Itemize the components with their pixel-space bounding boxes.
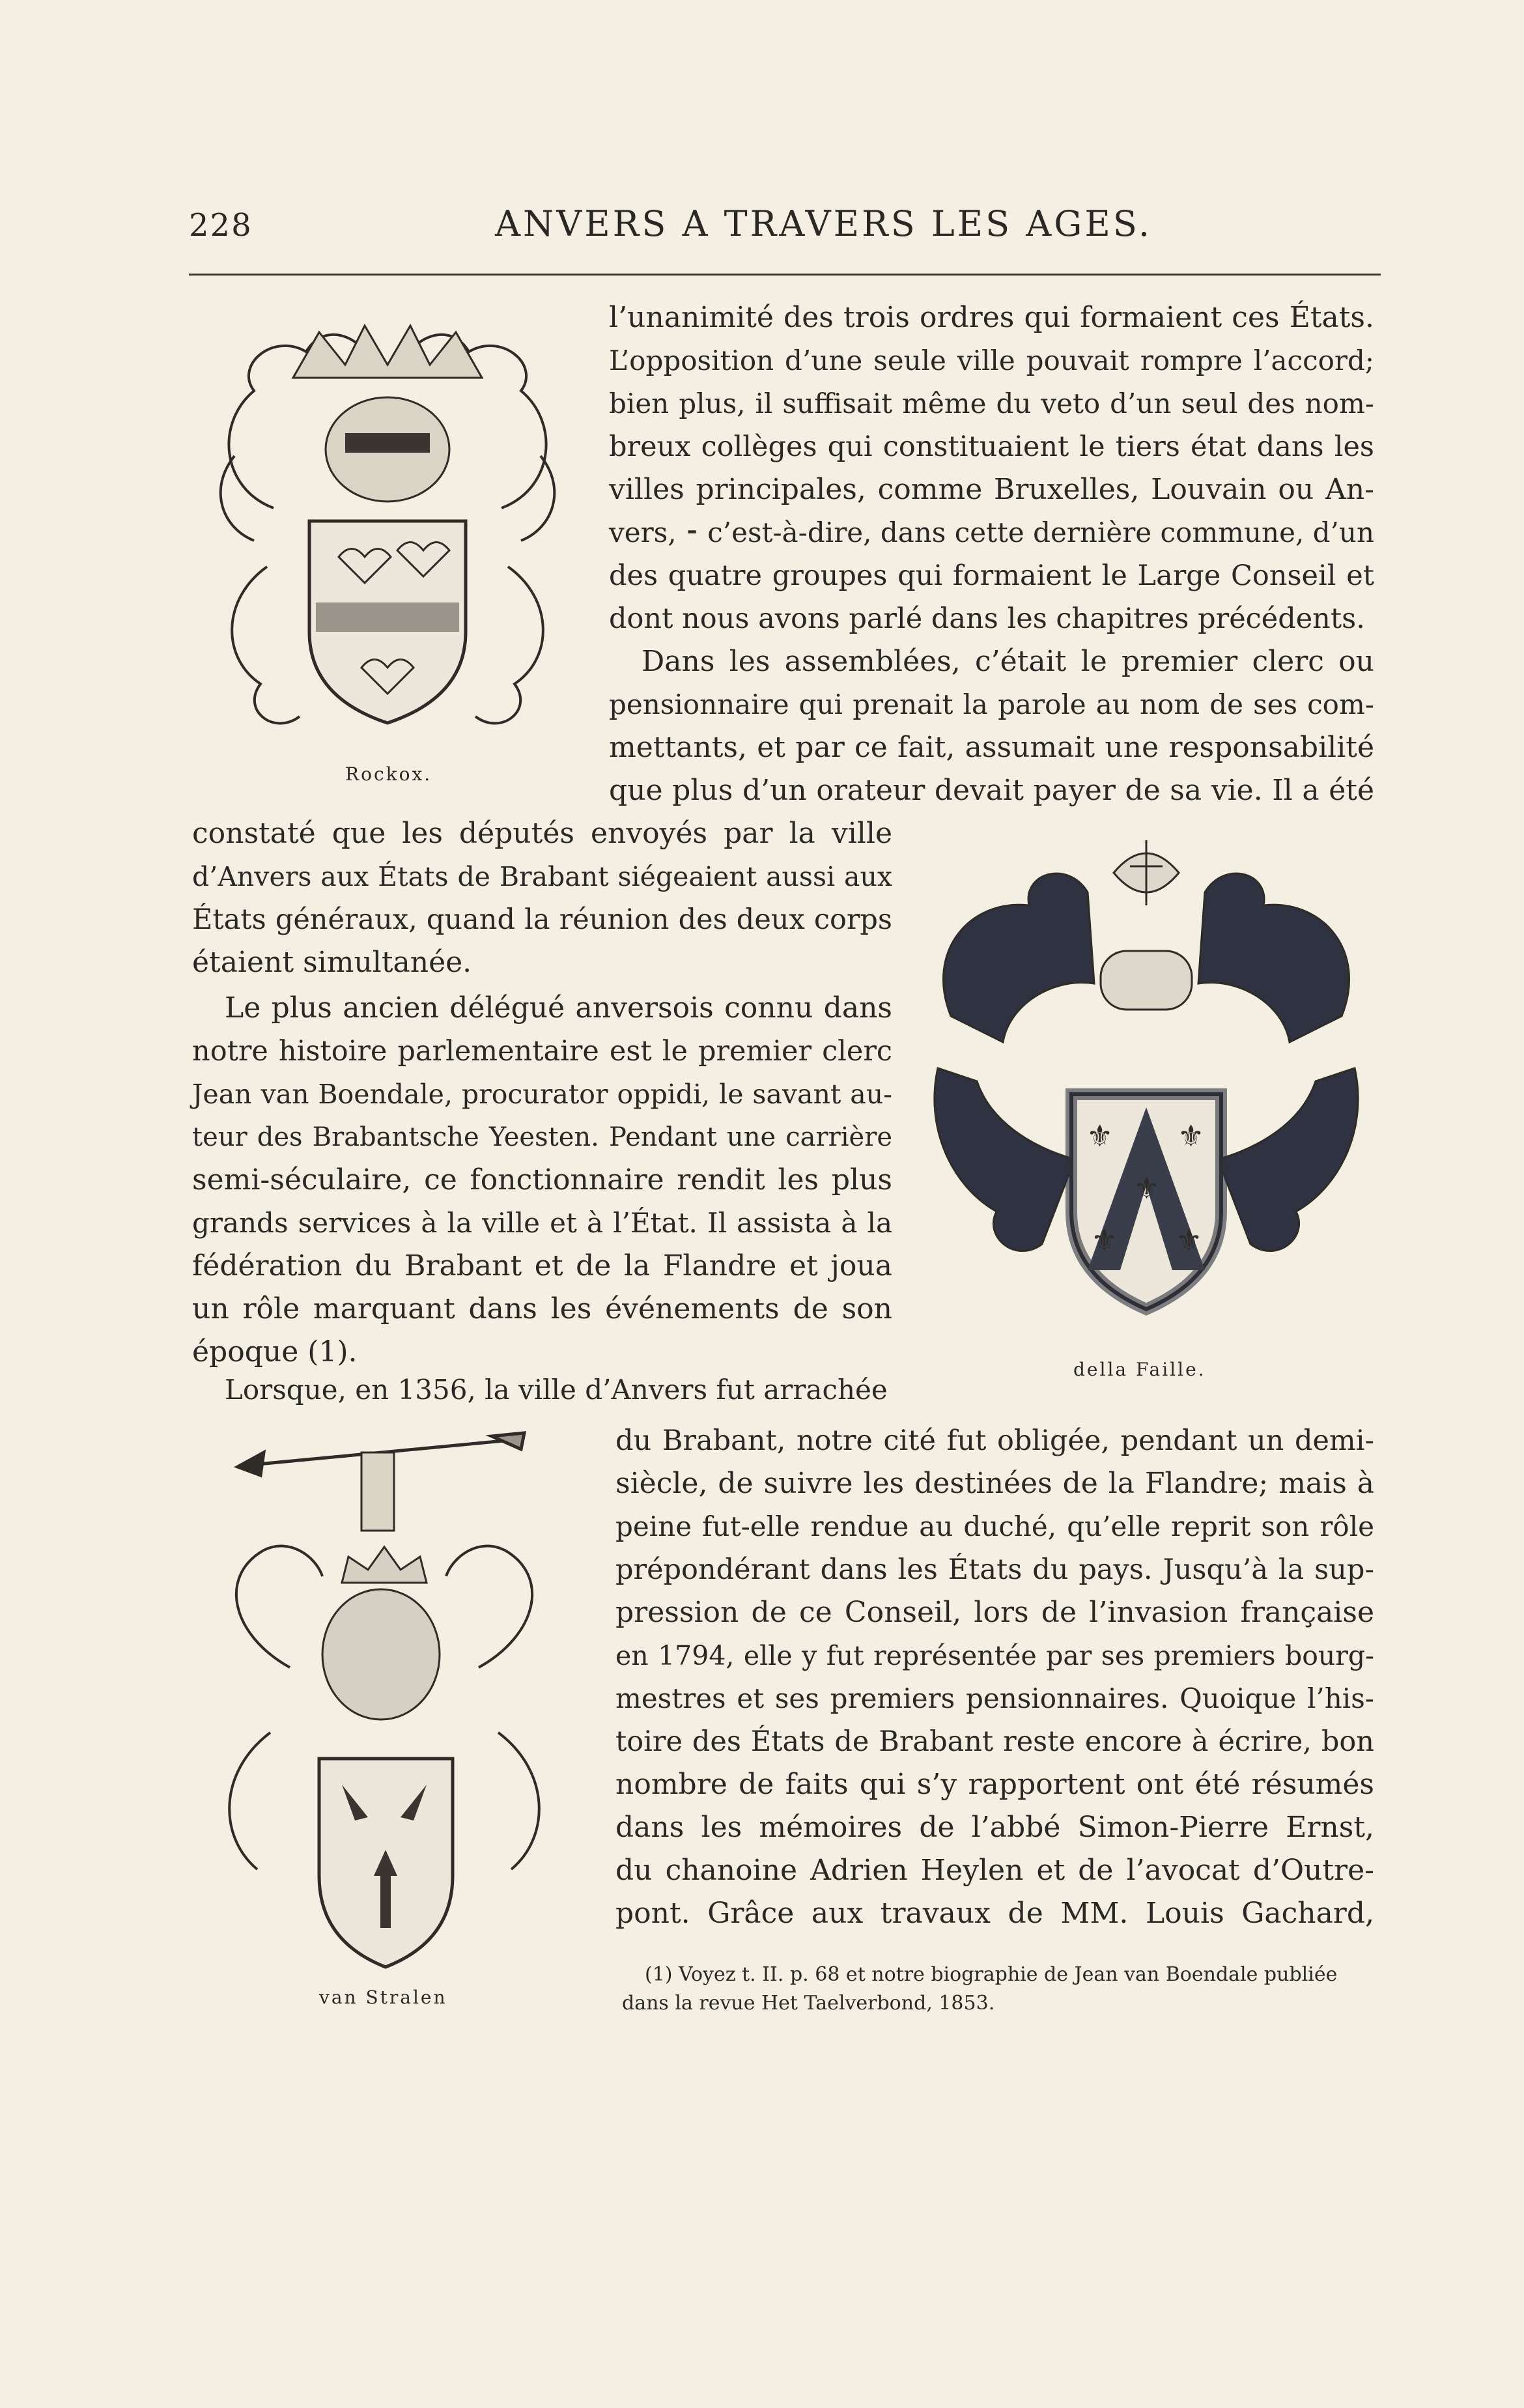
text-line: L’opposition d’une seule ville pouvait rompre l’accord; (609, 345, 1374, 376)
text-line: mettants, et par ce fait, assumait une responsabilité (609, 731, 1374, 764)
text-line: vers, ⁃ c’est-à-dire, dans cette dernière commune, d’un (609, 517, 1374, 548)
text-line: du chanoine Adrien Heylen et de l’avocat d’Outre- (615, 1854, 1374, 1887)
text-line: peine fut-elle rendue au duché, qu’elle reprit son rôle (615, 1510, 1374, 1542)
text-line: fédération du Brabant et de la Flandre et joua (192, 1249, 892, 1282)
text-line: semi-séculaire, ce fonctionnaire rendit les plus (192, 1163, 892, 1197)
text-line: breux collèges qui constituaient le tiers état dans les (609, 431, 1374, 463)
text-line: d’Anvers aux États de Brabant siégeaient aussi aux (192, 861, 892, 892)
svg-text:⚜: ⚜ (1086, 1118, 1114, 1154)
text-line: pression de ce Conseil, lors de l’invasion française (615, 1596, 1374, 1629)
header-rule (189, 274, 1381, 276)
running-title: ANVERS A TRAVERS LES AGES. (495, 203, 1153, 244)
text-line: États généraux, quand la réunion des deux corps (192, 903, 892, 936)
svg-text:⚜: ⚜ (1133, 1170, 1161, 1206)
caption-van-stralen: van Stralen (319, 1987, 447, 2008)
text-line: mestres et ses premiers pensionnaires. Quoique l’his- (615, 1682, 1374, 1714)
text-line: pensionnaire qui prenait la parole au nom de ses com- (609, 688, 1374, 720)
text-line: dont nous avons parlé dans les chapitres précédents. (609, 602, 1365, 635)
text-line: prépondérant dans les États du pays. Jusqu’à la sup- (615, 1553, 1374, 1586)
text-line: du Brabant, notre cité fut obligée, pendant un demi- (615, 1424, 1374, 1457)
text-line: pont. Grâce aux travaux de MM. Louis Gachard, (615, 1897, 1374, 1930)
text-line: époque (1). (192, 1335, 358, 1368)
text-line: siècle, de suivre les destinées de la Flandre; mais à (615, 1467, 1374, 1500)
caption-rockox: Rockox. (345, 763, 432, 785)
text-line: villes principales, comme Bruxelles, Louvain ou An- (609, 473, 1374, 506)
text-line: Dans les assemblées, c’était le premier clerc ou (642, 645, 1374, 678)
text-line: dans les mémoires de l’abbé Simon-Pierre Ernst, (615, 1811, 1374, 1844)
text-line: grands services à la ville et à l’État. Il assista à la (192, 1207, 892, 1239)
text-line: bien plus, il suffisait même du veto d’un seul des nom- (609, 388, 1374, 419)
text-line: notre histoire parlementaire est le premier clerc (192, 1035, 892, 1068)
rockox-coat-of-arms-illustration (195, 293, 580, 749)
text-line: l’unanimité des trois ordres qui formaient ces États. (609, 301, 1374, 334)
text-line: Jean van Boendale, procurator oppidi, le savant au- (192, 1079, 892, 1110)
della-faille-coat-of-arms-illustration (912, 821, 1381, 1342)
footnote-line: (1) Voyez t. II. p. 68 et notre biographie de Jean van Boendale publiée (645, 1963, 1338, 1986)
caption-della-faille: della Faille. (1073, 1359, 1206, 1380)
text-line: un rôle marquant dans les événements de son (192, 1292, 892, 1325)
text-line: en 1794, elle y fut représentée par ses premiers bourg- (615, 1640, 1374, 1671)
text-line: des quatre groupes qui formaient le Large Conseil et (609, 560, 1374, 592)
text-line: nombre de faits qui s’y rapportent ont été résumés (615, 1768, 1374, 1801)
text-line: toire des États de Brabant reste encore à écrire, bon (615, 1725, 1374, 1758)
text-line: teur des Brabantsche Yeesten. Pendant une carrière (192, 1122, 892, 1152)
page-number: 228 (189, 207, 253, 244)
text-line: Lorsque, en 1356, la ville d’Anvers fut arrachée (225, 1374, 888, 1406)
text-line: que plus d’un orateur devait payer de sa vie. Il a été (609, 774, 1374, 807)
text-line: étaient simultanée. (192, 946, 472, 979)
van-stralen-coat-of-arms-illustration (192, 1420, 583, 1987)
text-line: Le plus ancien délégué anversois connu dans (225, 991, 892, 1025)
svg-text:⚜: ⚜ (1176, 1223, 1203, 1258)
svg-text:⚜: ⚜ (1178, 1118, 1205, 1154)
footnote-line: dans la revue Het Taelverbond, 1853. (622, 1992, 995, 2015)
svg-text:⚜: ⚜ (1091, 1223, 1118, 1258)
text-line: constaté que les députés envoyés par la ville (192, 817, 892, 850)
